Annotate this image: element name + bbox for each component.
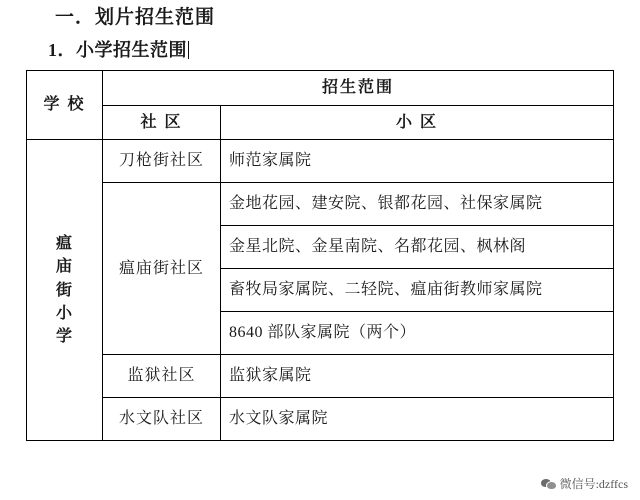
cell-block: 金地花园、建安院、银都花园、社保家属院	[221, 183, 614, 226]
cell-community: 监狱社区	[103, 355, 221, 398]
table-row	[27, 355, 614, 398]
cell-community: 刀枪街社区	[103, 140, 221, 183]
cell-block: 监狱家属院	[221, 355, 614, 398]
cell-school-name	[27, 140, 103, 441]
table-row	[27, 183, 614, 226]
text-cursor	[188, 41, 189, 59]
section-heading-2	[48, 36, 189, 62]
watermark	[537, 473, 632, 494]
header-school: 学 校	[27, 71, 103, 140]
header-scope: 招生范围	[103, 71, 614, 106]
cell-community: 瘟庙街社区	[103, 183, 221, 355]
cell-community: 水文队社区	[103, 398, 221, 441]
cell-block: 8640 部队家属院（两个）	[221, 312, 614, 355]
wechat-icon	[541, 478, 555, 490]
enrollment-scope-table	[26, 70, 614, 441]
cell-block: 师范家属院	[221, 140, 614, 183]
table-header-row-1	[27, 71, 614, 106]
section-heading-1: 一．划片招生范围	[55, 7, 216, 28]
table-row	[27, 398, 614, 441]
header-community: 社 区	[103, 105, 221, 140]
watermark-label: 微信号:dzffcs	[559, 477, 628, 491]
table-header-row-2	[27, 105, 614, 140]
cell-block: 水文队家属院	[221, 398, 614, 441]
school-name-text: 瘟 庙 街 小 学	[55, 235, 73, 345]
header-block: 小 区	[221, 105, 614, 140]
section-heading-2-text: 1．小学招生范围	[48, 40, 187, 60]
table-row	[27, 140, 614, 183]
cell-block: 金星北院、金星南院、名都花园、枫林阁	[221, 226, 614, 269]
cell-block: 畜牧局家属院、二轻院、瘟庙街教师家属院	[221, 269, 614, 312]
